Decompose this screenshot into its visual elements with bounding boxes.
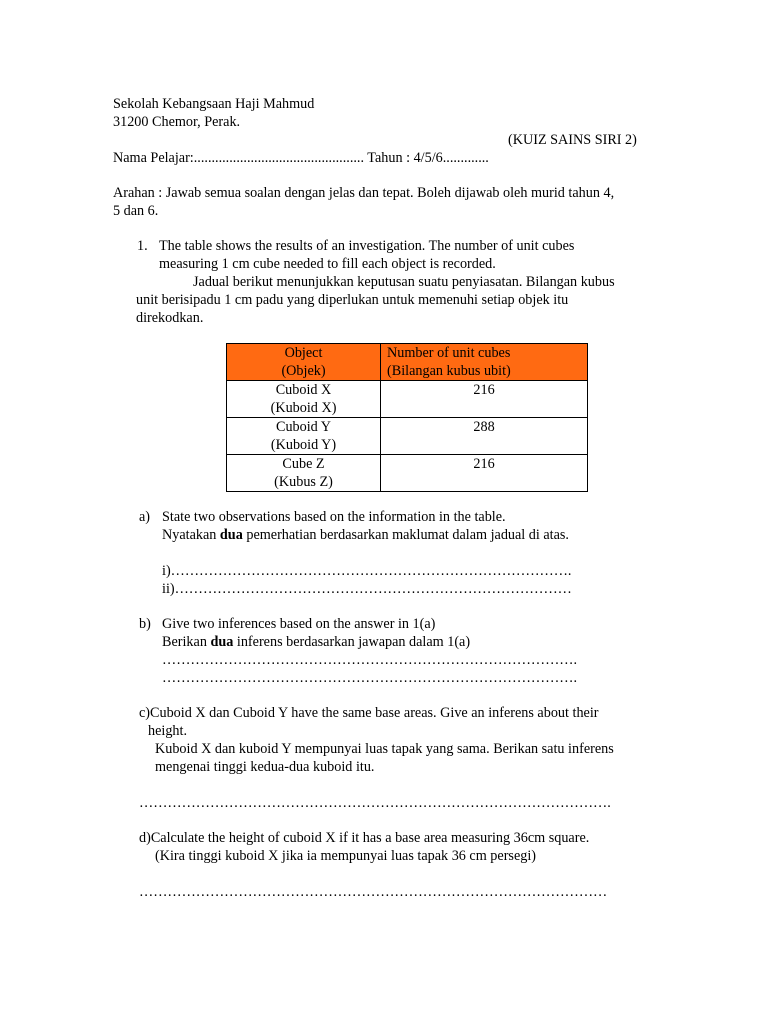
part-a-ms-bold: dua xyxy=(219,527,243,543)
part-b-answer-line-1[interactable]: ……………………………………………………………………………. xyxy=(162,652,577,668)
part-c-question-en-line-1: c)Cuboid X dan Cuboid Y have the same base areas. Give an inferens about their xyxy=(139,705,599,721)
results-table xyxy=(226,343,588,492)
question-ms-line-2: unit berisipadu 1 cm padu yang diperlukan untuk memenuhi setiap objek itu xyxy=(136,292,569,308)
part-c-answer-line[interactable]: ………………………………………………………………………………………. xyxy=(139,795,611,811)
instructions-line-2: 5 dan 6. xyxy=(113,203,159,219)
instructions-line-1: Arahan : Jawab semua soalan dengan jelas dan tepat. Boleh dijawab oleh murid tahun 4, xyxy=(113,185,615,201)
object-name-ms: (Kubus Z) xyxy=(274,474,333,490)
table-row xyxy=(227,381,588,418)
part-a-question-en: State two observations based on the information in the table. xyxy=(162,509,506,525)
header-object-label-ms: (Objek) xyxy=(281,363,326,379)
part-b-question-en: Give two inferences based on the answer in 1(a) xyxy=(162,616,436,632)
object-cell xyxy=(227,418,381,455)
question-en-line-2: measuring 1 cm cube needed to fill each object is recorded. xyxy=(159,256,496,272)
count-cell: 216 xyxy=(381,381,588,418)
object-cell xyxy=(227,381,381,418)
part-a-question-ms xyxy=(162,526,569,544)
part-c-question-ms-line-2: mengenai tinggi kedua-dua kuboid itu. xyxy=(155,759,375,775)
question-ms-line-3: direkodkan. xyxy=(136,310,204,326)
part-c-question-en-line-2: height. xyxy=(148,723,188,739)
count-cell: 288 xyxy=(381,418,588,455)
part-a-answer-line-1[interactable]: i)…………………………………………………………………………. xyxy=(162,563,572,579)
part-a-ms-pre: Nyatakan xyxy=(162,527,220,543)
header-count-label: Number of unit cubes xyxy=(387,345,511,361)
part-b-ms-bold: dua xyxy=(210,634,234,650)
question-en-line-1: The table shows the results of an investigation. The number of unit cubes xyxy=(159,238,575,254)
part-b-answer-line-2[interactable]: ……………………………………………………………………………. xyxy=(162,670,577,686)
table-row xyxy=(227,455,588,492)
object-name: Cuboid Y xyxy=(275,419,332,435)
part-c-question-ms-line-1: Kuboid X dan kuboid Y mempunyai luas tapak yang sama. Berikan satu inferens xyxy=(155,741,614,757)
part-b-label: b) xyxy=(139,616,151,632)
header-count-label-ms: (Bilangan kubus ubit) xyxy=(387,363,511,379)
part-b-ms-post: inferens berdasarkan jawapan dalam 1(a) xyxy=(233,634,471,650)
part-a-ms-post: pemerhatian berdasarkan maklumat dalam jadual di atas. xyxy=(242,527,569,543)
table-row xyxy=(227,418,588,455)
part-d-answer-line[interactable]: ……………………………………………………………………………………… xyxy=(139,884,608,900)
student-name-line: Nama Pelajar:................................................ Tahun : 4/5/6............. xyxy=(113,150,489,166)
part-d-question-ms: (Kira tinggi kuboid X jika ia mempunyai luas tapak 36 cm persegi) xyxy=(155,848,536,864)
school-name: Sekolah Kebangsaan Haji Mahmud xyxy=(113,96,315,112)
count-cell: 216 xyxy=(381,455,588,492)
table-header-row xyxy=(227,344,588,381)
header-count-cell xyxy=(381,344,588,381)
part-b-ms-pre: Berikan xyxy=(162,634,211,650)
part-a-answer-line-2[interactable]: ii)………………………………………………………………………… xyxy=(162,581,572,597)
question-ms-line-1: Jadual berikut menunjukkan keputusan suatu penyiasatan. Bilangan kubus xyxy=(193,274,615,290)
quiz-title: (KUIZ SAINS SIRI 2) xyxy=(508,132,637,148)
part-d-question-en: d)Calculate the height of cuboid X if it has a base area measuring 36cm square. xyxy=(139,830,590,846)
header-object-cell xyxy=(227,344,381,381)
object-name: Cuboid X xyxy=(275,382,332,398)
part-b-question-ms xyxy=(162,633,470,651)
part-a-label: a) xyxy=(139,509,151,525)
header-object-label: Object xyxy=(284,345,323,361)
school-address: 31200 Chemor, Perak. xyxy=(113,114,241,130)
object-name: Cube Z xyxy=(282,456,325,472)
object-name-ms: (Kuboid X) xyxy=(270,400,337,416)
question-number: 1. xyxy=(137,238,148,254)
object-cell xyxy=(227,455,381,492)
object-name-ms: (Kuboid Y) xyxy=(270,437,337,453)
